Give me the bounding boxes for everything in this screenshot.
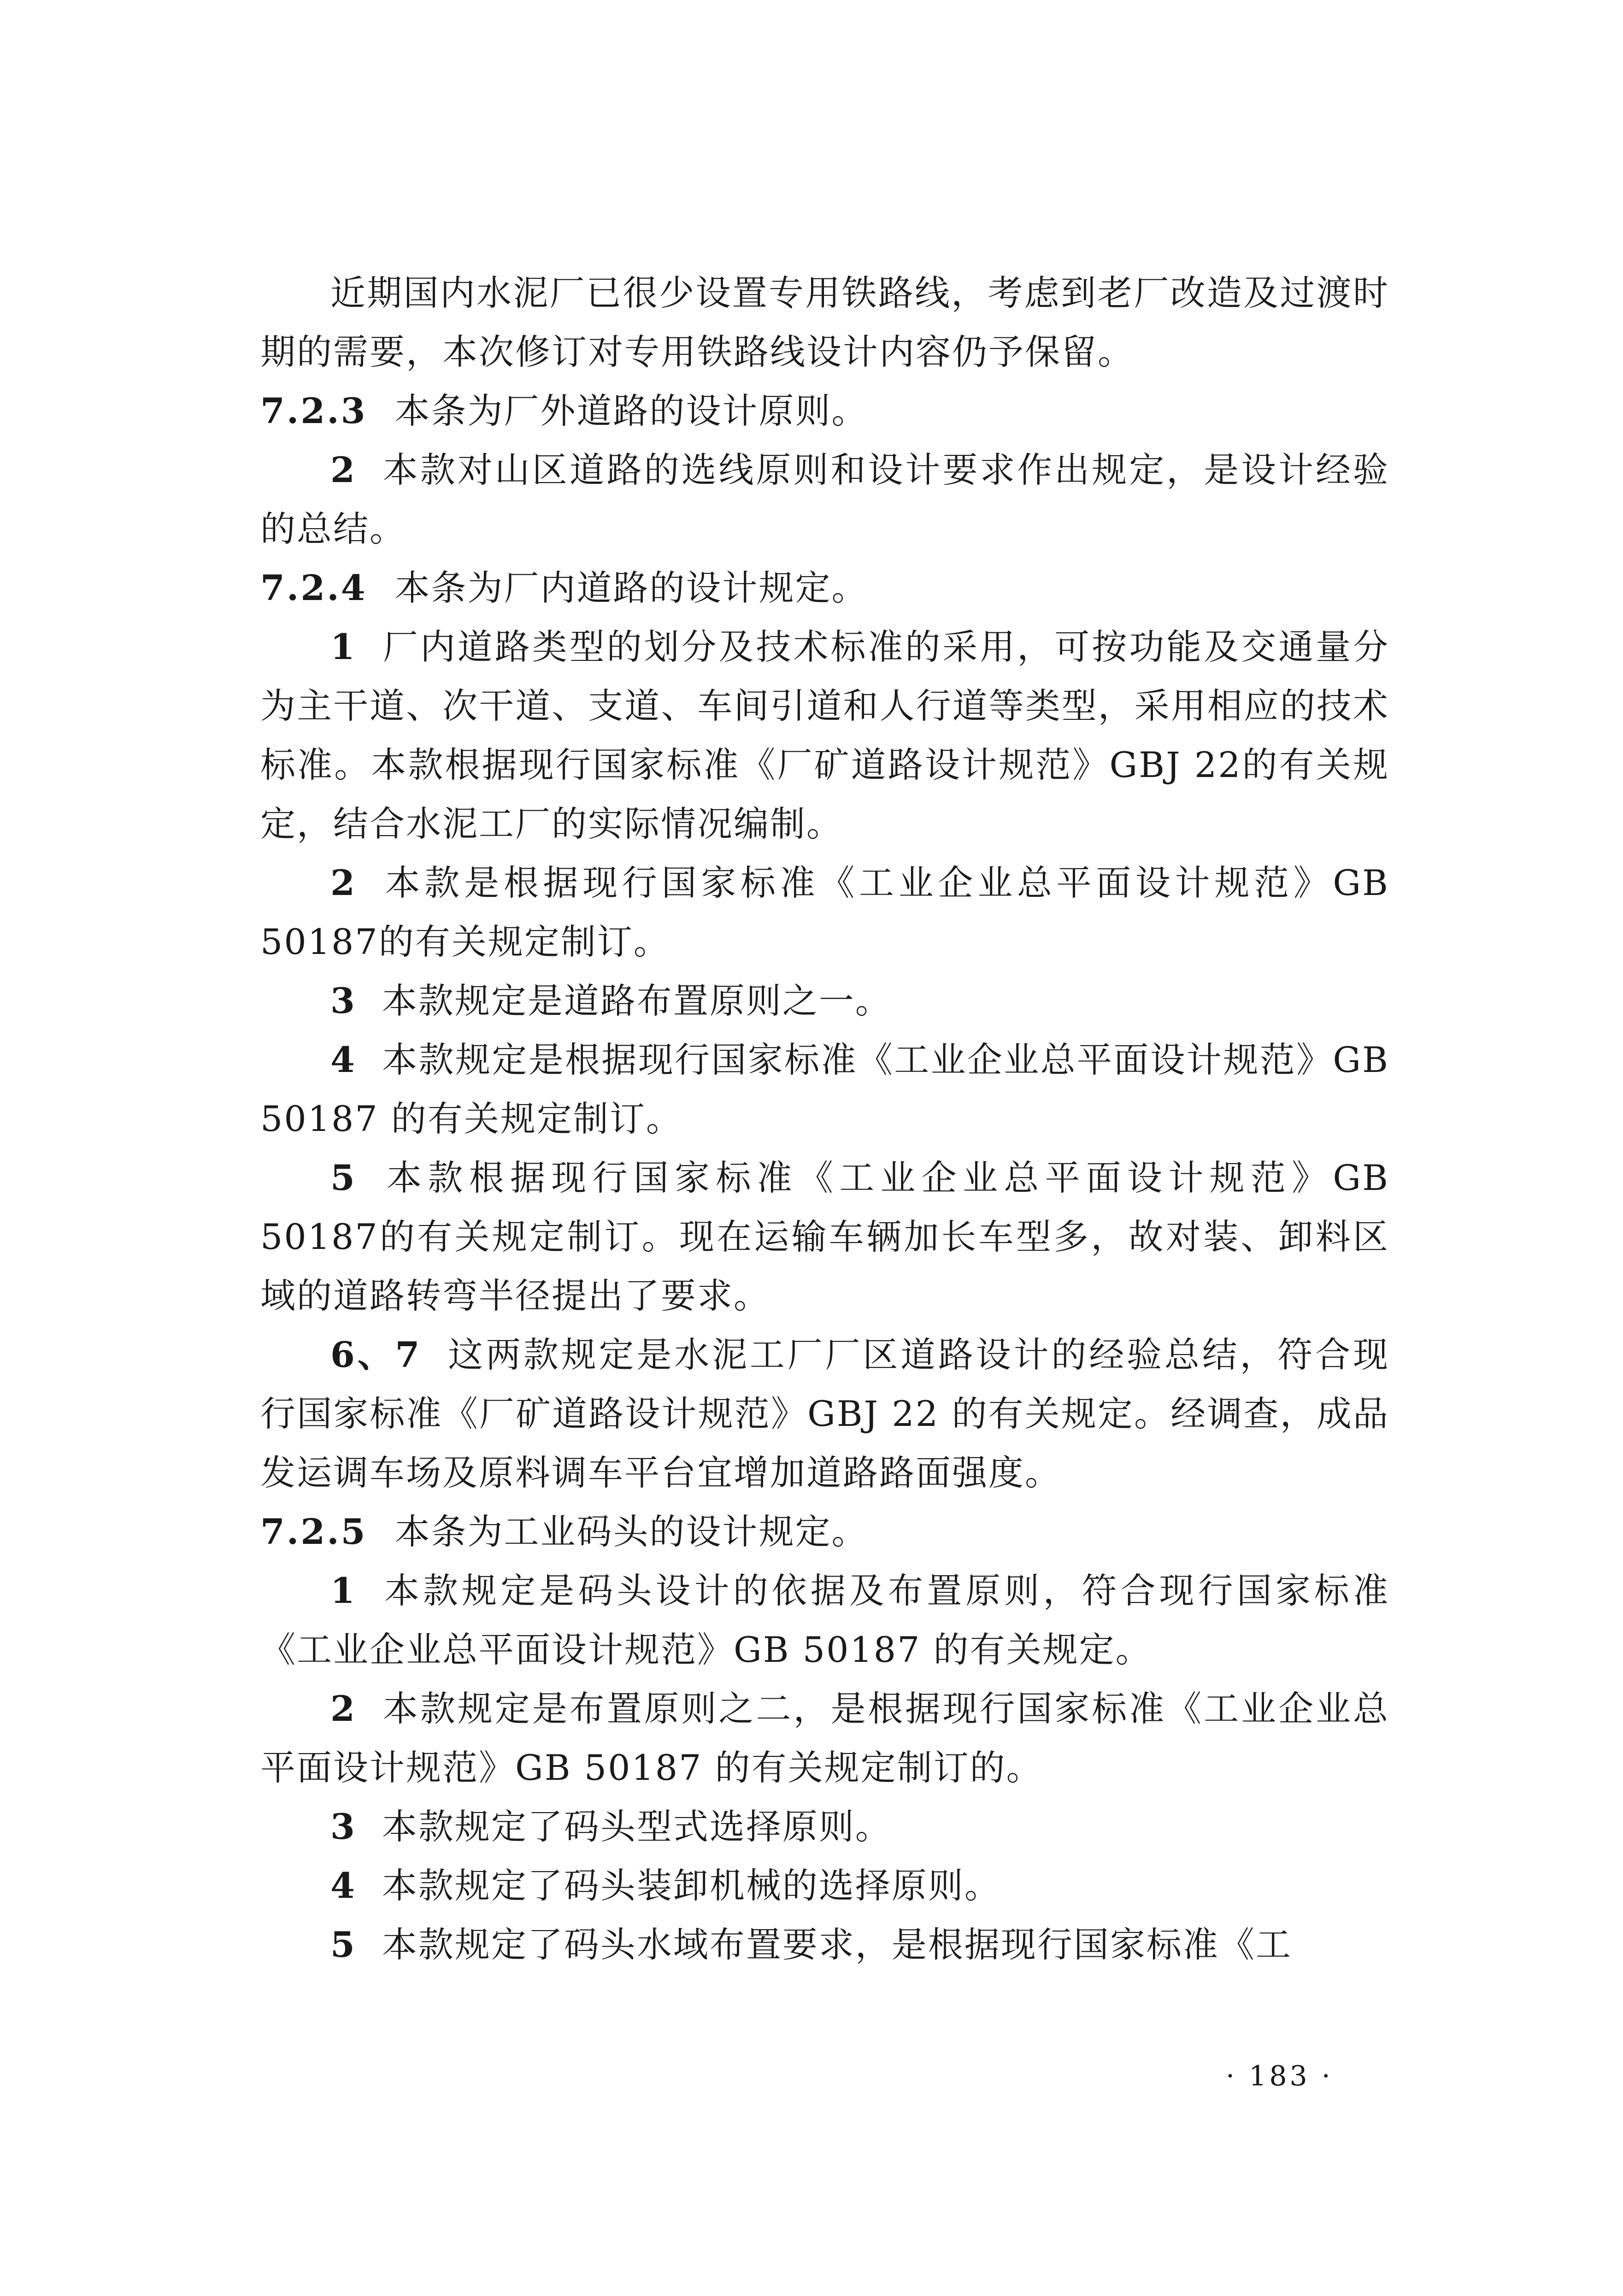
item-7-2-4-3: [260, 971, 1389, 1030]
clause-text: 本条为工业码头的设计规定。: [394, 1511, 868, 1552]
item-text: 本款根据现行国家标准《工业企业总平面设计规范》GB 50187的有关规定制订。现在运输车辆加长车型多，故对装、卸料区域的道路转弯半径提出了要求。: [260, 1157, 1389, 1316]
item-text: 本款规定是根据现行国家标准《工业企业总平面设计规范》GB 50187 的有关规定制订。: [260, 1039, 1389, 1139]
item-7-2-4-1: [260, 618, 1389, 854]
item-7-2-5-3: [260, 1797, 1389, 1856]
item-number: 4: [330, 1039, 356, 1080]
item-text: 厂内道路类型的划分及技术标准的采用，可按功能及交通量分为主干道、次干道、支道、车间引道和人行道等类型，采用相应的技术标准。本款根据现行国家标准《厂矿道路设计规范》GBJ 22的有关规定，结合水泥工厂的实际情况编制。: [260, 626, 1389, 844]
item-number: 2: [330, 1688, 356, 1729]
item-7-2-3-2: [260, 441, 1389, 559]
clause-text: 本条为厂内道路的设计规定。: [394, 567, 868, 608]
item-text: 本款规定是布置原则之二，是根据现行国家标准《工业企业总平面设计规范》GB 50187 的有关规定制订的。: [260, 1688, 1389, 1788]
item-7-2-4-5: [260, 1148, 1389, 1325]
clause-7-2-4: [260, 559, 1389, 618]
item-text: 本款对山区道路的选线原则和设计要求作出规定，是设计经验的总结。: [260, 449, 1389, 549]
item-7-2-5-4: [260, 1856, 1389, 1915]
item-number: 5: [330, 1924, 356, 1965]
item-7-2-5-2: [260, 1679, 1389, 1797]
item-text: 本款规定是码头设计的依据及布置原则，符合现行国家标准《工业企业总平面设计规范》GB 50187 的有关规定。: [260, 1570, 1389, 1670]
item-number: 3: [330, 1806, 356, 1847]
item-number: 1: [330, 626, 356, 667]
item-number: 2: [330, 862, 356, 903]
item-number: 6、7: [330, 1334, 421, 1375]
item-number: 2: [330, 449, 356, 490]
page-number: · 183 ·: [1226, 2060, 1333, 2092]
item-text: 这两款规定是水泥工厂厂区道路设计的经验总结，符合现行国家标准《厂矿道路设计规范》GBJ 22 的有关规定。经调查，成品发运调车场及原料调车平台宜增加道路路面强度。: [260, 1334, 1390, 1493]
clause-7-2-3: [260, 382, 1389, 441]
item-7-2-5-1: [260, 1561, 1389, 1679]
item-text: 本款规定了码头水域布置要求，是根据现行国家标准《工: [382, 1924, 1292, 1965]
item-text: 本款规定是道路布置原则之一。: [382, 980, 892, 1021]
clause-number: 7.2.5: [260, 1511, 367, 1552]
item-7-2-4-2: [260, 854, 1389, 971]
body-text: [260, 264, 1389, 1974]
paragraph-railway-note: [260, 264, 1389, 382]
item-text: 本款是根据现行国家标准《工业企业总平面设计规范》GB 50187的有关规定制订。: [260, 862, 1389, 962]
item-7-2-4-6-7: [260, 1325, 1389, 1502]
item-number: 3: [330, 980, 356, 1021]
item-text: 本款规定了码头装卸机械的选择原则。: [382, 1865, 1001, 1906]
clause-7-2-5: [260, 1502, 1389, 1561]
item-number: 1: [330, 1570, 356, 1611]
clause-number: 7.2.4: [260, 567, 367, 608]
clause-text: 本条为厂外道路的设计原则。: [394, 390, 868, 431]
paragraph-text: 近期国内水泥厂已很少设置专用铁路线，考虑到老厂改造及过渡时期的需要，本次修订对专用铁路线设计内容仍予保留。: [260, 272, 1389, 372]
item-number: 5: [330, 1157, 356, 1198]
item-text: 本款规定了码头型式选择原则。: [382, 1806, 892, 1847]
item-number: 4: [330, 1865, 356, 1906]
item-7-2-5-5: [260, 1915, 1389, 1974]
clause-number: 7.2.3: [260, 390, 367, 431]
item-7-2-4-4: [260, 1030, 1389, 1148]
